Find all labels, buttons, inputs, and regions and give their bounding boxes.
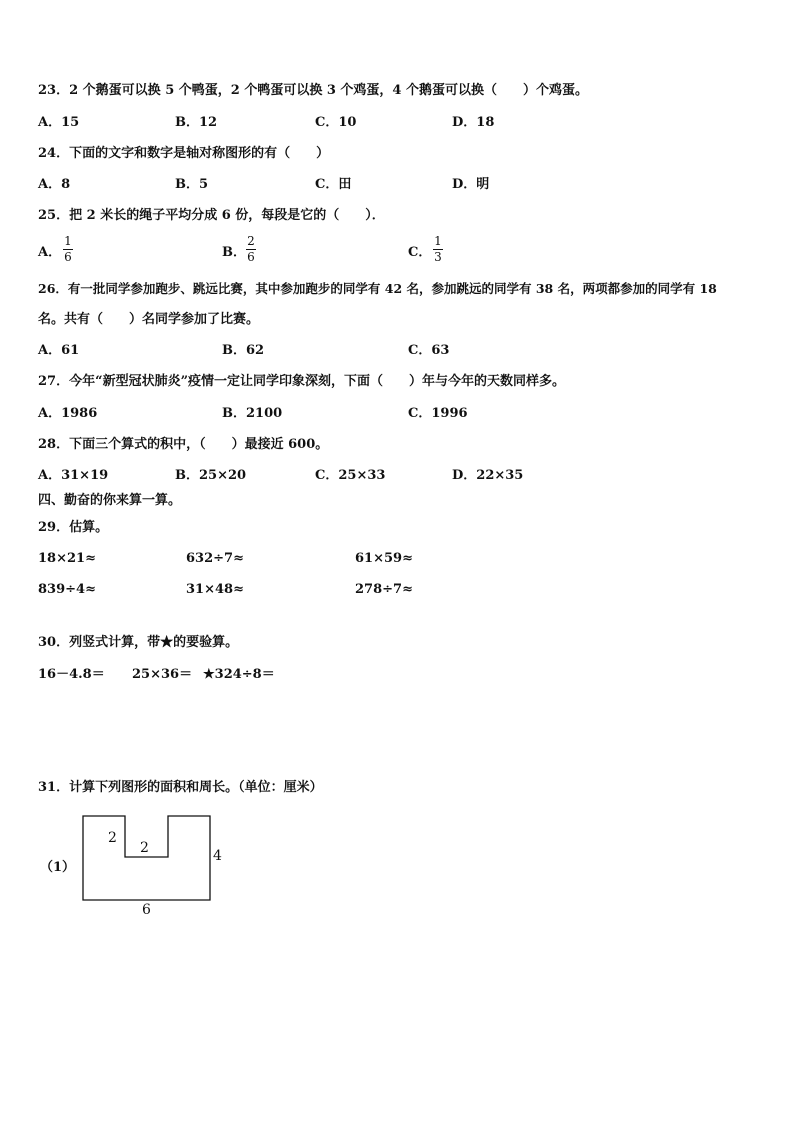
estimate-item: 18×21≈ — [38, 551, 96, 566]
estimate-item: 61×59≈ — [355, 551, 413, 566]
numerator: 2 — [247, 234, 255, 248]
estimate-item: 31×48≈ — [186, 582, 244, 597]
q28-option-c: C．25×33 — [315, 468, 386, 483]
q28-option-b: B．25×20 — [175, 468, 247, 483]
question-23: 23．2 个鹅蛋可以换 5 个鸭蛋，2 个鸭蛋可以换 3 个鸡蛋，4 个鹅蛋可以换（ ）个鸡蛋。 — [38, 83, 588, 98]
vertical-calc-item: 25×36＝ — [132, 667, 193, 682]
q24-option-d: D．明 — [452, 177, 490, 192]
denominator: 6 — [64, 250, 72, 264]
q27-option-b: B．2100 — [222, 406, 283, 421]
q27-option-a: A．1986 — [38, 406, 98, 421]
base-label: 6 — [142, 902, 151, 918]
q25-option-b-letter: B． — [222, 245, 246, 260]
q23-option-b: B．12 — [175, 115, 218, 130]
q25-option-a-letter: A． — [38, 245, 62, 260]
question-31: 31．计算下列图形的面积和周长。（单位：厘米） — [38, 780, 323, 795]
question-24: 24．下面的文字和数字是轴对称图形的有（ ） — [38, 146, 330, 161]
q28-option-d: D．22×35 — [452, 468, 524, 483]
u-shape-outline — [83, 816, 210, 900]
q23-option-a: A．15 — [38, 115, 80, 130]
denominator: 6 — [247, 250, 255, 264]
q26-option-c: C．63 — [408, 343, 450, 358]
numerator: 1 — [64, 234, 72, 248]
q24-option-c: C．田 — [315, 177, 352, 192]
q23-option-d: D．18 — [452, 115, 495, 130]
notch-depth-label: 2 — [108, 830, 117, 846]
q26-option-b: B．62 — [222, 343, 265, 358]
q25-option-c-letter: C． — [408, 245, 432, 260]
question-30: 30．列竖式计算，带★的要验算。 — [38, 635, 239, 650]
notch-width-label: 2 — [140, 840, 149, 856]
estimate-item: 278÷7≈ — [355, 582, 413, 597]
numerator: 1 — [434, 234, 442, 248]
q28-option-a: A．31×19 — [38, 468, 109, 483]
vertical-calc-item: 16－4.8＝ — [38, 667, 105, 682]
section-4-heading: 四、勤奋的你来算一算。 — [38, 493, 182, 508]
figure-label: （1） — [40, 860, 76, 875]
height-label: 4 — [213, 848, 222, 864]
estimate-item: 632÷7≈ — [186, 551, 244, 566]
vertical-calc-item: ★324÷8＝ — [203, 667, 275, 682]
question-27: 27．今年“新型冠状肺炎”疫情一定让同学印象深刻，下面（ ）年与今年的天数同样多。 — [38, 374, 566, 389]
q24-option-a: A．8 — [38, 177, 71, 192]
question-26-line2: 名。共有（ ）名同学参加了比赛。 — [38, 312, 260, 327]
denominator: 3 — [434, 250, 442, 264]
question-25: 25．把 2 米长的绳子平均分成 6 份，每段是它的（ ）． — [38, 208, 385, 223]
question-29: 29．估算。 — [38, 520, 109, 535]
question-28: 28．下面三个算式的积中，（ ）最接近 600。 — [38, 437, 329, 452]
q26-option-a: A．61 — [38, 343, 80, 358]
estimate-item: 839÷4≈ — [38, 582, 96, 597]
q24-option-b: B．5 — [175, 177, 209, 192]
q23-option-c: C．10 — [315, 115, 357, 130]
q27-option-c: C．1996 — [408, 406, 468, 421]
question-26-line1: 26．有一批同学参加跑步、跳远比赛，其中参加跑步的同学有 42 名，参加跳远的同学有 38 名，两项都参加的同学有 18 — [38, 281, 717, 296]
